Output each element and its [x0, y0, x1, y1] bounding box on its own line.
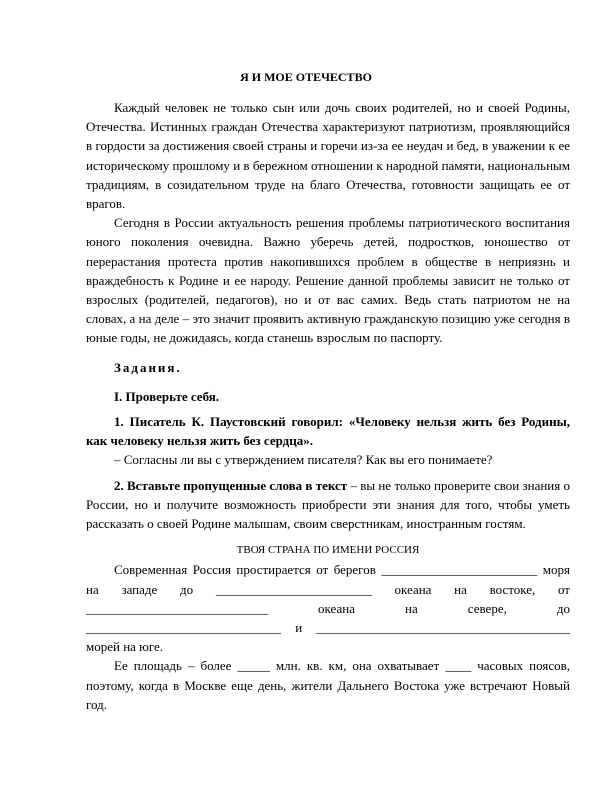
- russia-section-title: ТВОЯ СТРАНА ПО ИМЕНИ РОССИЯ: [236, 544, 420, 557]
- document-body: [86, 98, 570, 714]
- intro-paragraph-1: Каждый человек не только сын или дочь своих родителей, но и своей Родины, Отечества. Истинных граждан Отечества характеризуют патриотизм, проявляющийся в гордости за достижения своей страны и горечи из-за ее неудач и бед, в уважении к ее историческому прошлому и в бережном отношении к народной памяти, национальным традициям, в созидательном труде на благо Отечества, готовности защищать ее от врагов.: [86, 100, 570, 212]
- task-1-quote: 1. Писатель К. Паустовский говорил: «Человеку нельзя жить без Родины, как человеку нельзя жить без сердца».: [86, 414, 570, 449]
- task-2-paragraph: [86, 476, 570, 534]
- intro-paragraph-2: Сегодня в России актуальность решения проблемы патриотического воспитания юного поколения очевидна. Важно уберечь детей, подростков, юношество от перерастания протеста против накопившихся проблем в обществе в неприязнь и враждебность к Родине и ее народу. Решение данной проблемы зависит не только от взрослых (родителей, педагогов), но и от вас самих. Ведь стать патриотом не на словах, а на деле – это значит проявить активную гражданскую позицию уже сегодня в юные годы, не дожидаясь, когда станешь взрослым по паспорту.: [86, 215, 570, 346]
- russia-paragraph-2: Ее площадь – более _____ млн. кв. км, она охватывает ____ часовых поясов, поэтому, когда в Москве еще день, жители Дальнего Востока уже встречают Новый год.: [86, 658, 570, 712]
- section-1-heading: I. Проверьте себя.: [114, 388, 220, 404]
- task-2-description: – вы не только проверите свои знания о России, но и получите возможность приобрести эти знания для того, чтобы уметь рассказать о своей Родине малышам, своим сверстникам, иностранным гостям.: [86, 477, 571, 532]
- tasks-heading: Задания.: [114, 359, 182, 375]
- document-title: Я И МОЕ ОТЕЧЕСТВО: [240, 70, 372, 84]
- russia-paragraph-1: Современная Россия простирается от берегов ________________________ моря на западе до ________________________ океана на востоке, от ____________________________ океана на севере, до ______________________________ и _______________________________________ морей на юге.: [86, 562, 570, 655]
- task-2-instruction: 2. Вставьте пропущенные слова в текст: [114, 477, 348, 493]
- task-1-question: – Согласны ли вы с утверждением писателя? Как вы его понимаете?: [114, 452, 493, 468]
